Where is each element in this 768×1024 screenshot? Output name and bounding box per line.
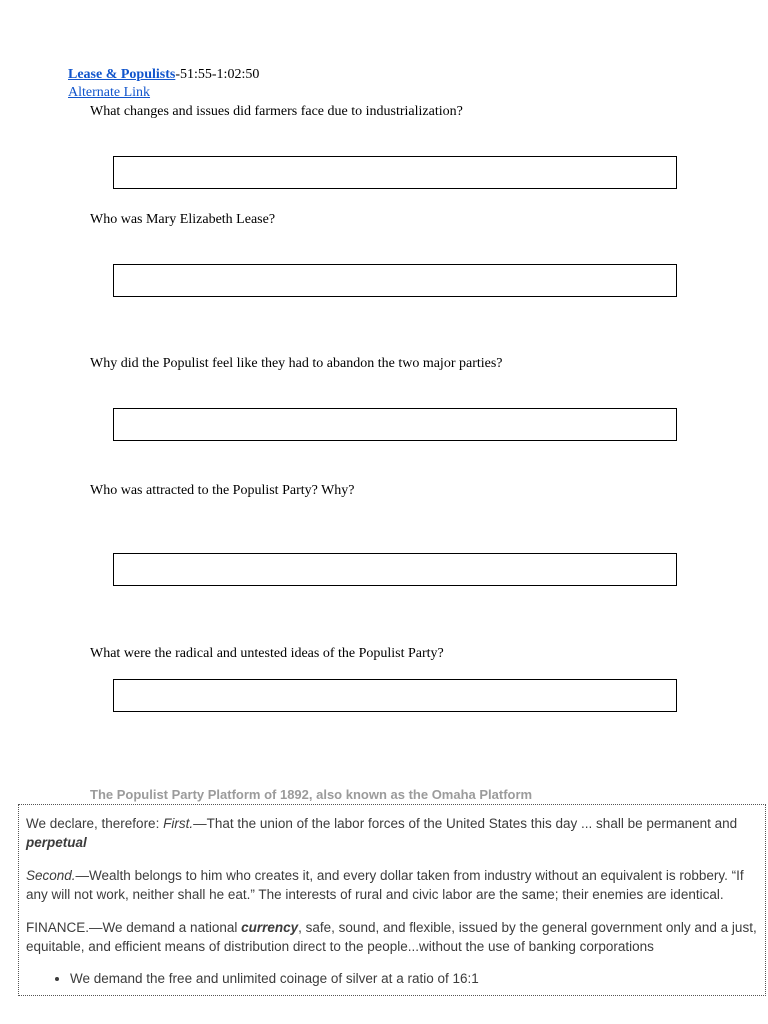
p2-second: Second. xyxy=(26,868,76,883)
p2-text: —Wealth belongs to him who creates it, and every dollar taken from industry without an equivalent is robbery. “If any will not work, neither shall he eat.” The interests of rural and civic labor are the same; their enemies are identical. xyxy=(26,868,744,902)
p3-currency: currency xyxy=(241,920,299,935)
question-5: What were the radical and untested ideas of the Populist Party? xyxy=(90,646,444,661)
answer-box-1[interactable] xyxy=(113,156,677,189)
video-link-line xyxy=(68,66,259,84)
lease-populists-link[interactable]: Lease & Populists xyxy=(68,67,176,82)
p1-text-a: We declare, therefore: xyxy=(26,816,164,831)
p1-text-b: —That the union of the labor forces of the United States this day ... shall be permanent and xyxy=(193,816,738,831)
platform-paragraph-3 xyxy=(26,918,757,956)
p1-first: First. xyxy=(163,816,194,831)
question-1: What changes and issues did farmers face due to industrialization? xyxy=(90,104,463,119)
alternate-link[interactable]: Alternate Link xyxy=(68,85,151,100)
video-timestamp: -51:55-1:02:50 xyxy=(175,67,260,82)
p3-text-b: , safe, sound, and flexible, issued by the general government only and a just, equitable, and efficient means of distribution direct to the people...without the use of banking corporations xyxy=(26,920,757,954)
answer-box-5[interactable] xyxy=(113,679,677,712)
platform-title: The Populist Party Platform of 1892, also known as the Omaha Platform xyxy=(90,787,533,802)
platform-bullet-list xyxy=(26,970,757,988)
platform-paragraph-2 xyxy=(26,866,757,904)
platform-bullet-item: • We demand the free and unlimited coinage of silver at a ratio of 16:1 xyxy=(70,970,757,988)
video-header xyxy=(68,66,259,102)
answer-box-4[interactable] xyxy=(113,553,677,586)
platform-excerpt-box xyxy=(18,804,766,996)
platform-paragraph-1 xyxy=(26,814,757,852)
p3-text-a: FINANCE.—We demand a national xyxy=(26,920,242,935)
p1-perpetual: perpetual xyxy=(26,835,87,850)
question-3: Why did the Populist feel like they had to abandon the two major parties? xyxy=(90,356,503,371)
answer-box-3[interactable] xyxy=(113,408,677,441)
question-2: Who was Mary Elizabeth Lease? xyxy=(90,212,276,227)
question-4: Who was attracted to the Populist Party? Why? xyxy=(90,483,355,498)
answer-box-2[interactable] xyxy=(113,264,677,297)
